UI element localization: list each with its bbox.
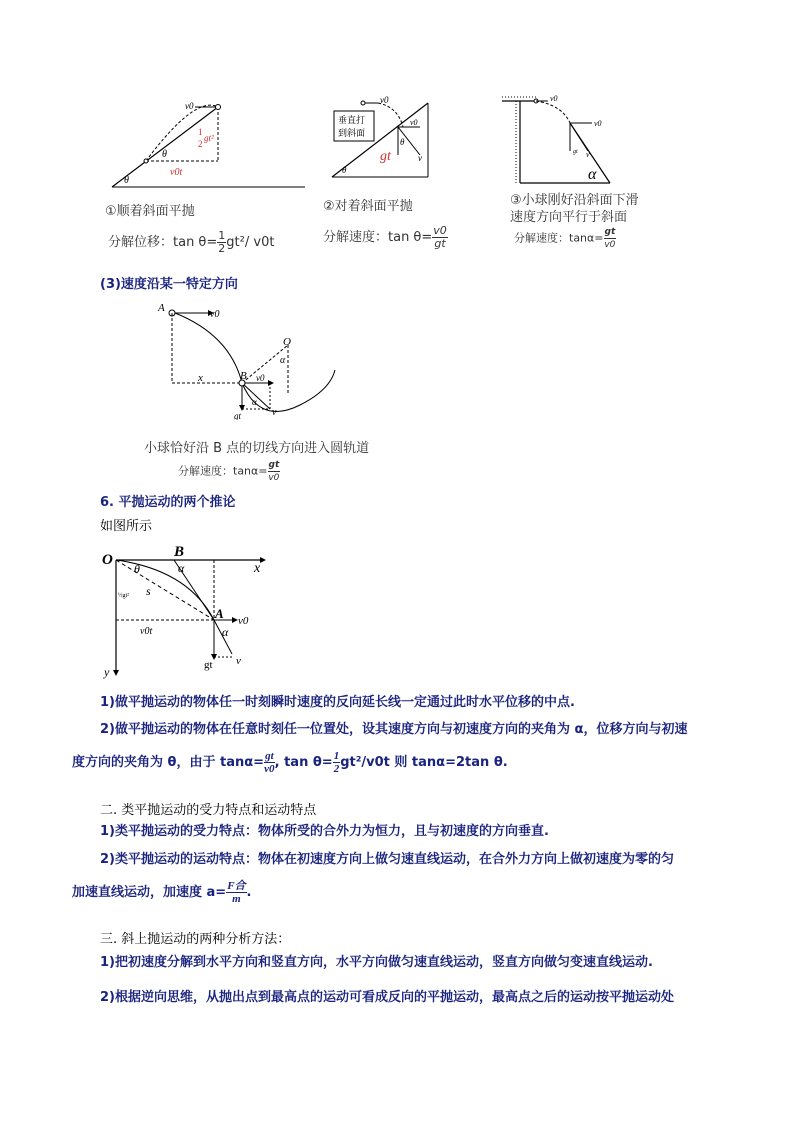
fig2-v0: v0 — [380, 95, 389, 105]
section-3-title: (3)速度沿某一特定方向 — [100, 277, 238, 292]
fig1-v0t: v0t — [170, 167, 183, 178]
fig5-alpha-bot: α — [222, 625, 229, 639]
figure-2 — [318, 95, 483, 260]
fig4-caption: 小球恰好沿 B 点的切线方向进入圆轨道 — [144, 441, 370, 456]
fig5-alpha-top: α — [178, 561, 185, 575]
fig3-gt: gt — [573, 149, 578, 155]
fig4-O: O — [283, 336, 291, 348]
fig4-alpha-top: α — [280, 355, 286, 366]
paragraph-5: 1)把初速度分解到水平方向和竖直方向，水平方向做匀速直线运动，竖直方向做匀变速直线运动. — [100, 955, 653, 970]
fig1-theta-lower: θ — [124, 175, 129, 186]
paragraph-6: 2)根据逆向思维，从抛出点到最高点的运动可看成反向的平抛运动，最高点之后的运动按平抛运动处 — [100, 990, 674, 1005]
fig2-v: v — [418, 153, 422, 163]
fig5-B: B — [174, 544, 185, 560]
fig3-formula: 分解速度：tanα= $\frac{gt}{v0}$ — [514, 227, 616, 250]
fig5-gt: gt — [204, 659, 213, 671]
fig2-caption: ②对着斜面平抛 — [323, 199, 413, 214]
fig4-x: x — [198, 372, 203, 384]
fig3-v0-top: v0 — [550, 94, 558, 103]
fig4-A: A — [158, 302, 165, 314]
fig5-y-axis-label: y — [104, 665, 110, 679]
fig5-v: v — [236, 655, 241, 667]
fig4-v: v — [272, 407, 277, 418]
fig1-half-top: 1 — [198, 127, 203, 137]
fig5-half-gt2: ½gt² — [118, 593, 129, 599]
figure-1 — [100, 95, 310, 255]
fig5-v0t: v0t — [140, 626, 153, 637]
fig5-x-axis-label: x — [254, 561, 261, 576]
paragraph-3: 1)类平抛运动的受力特点：物体所受的合外力为恒力，且与初速度的方向垂直. — [100, 824, 549, 839]
figure-3 — [500, 93, 690, 258]
fig4-v0-mid: v0 — [256, 373, 265, 383]
figure-4 — [140, 295, 380, 490]
fig1-caption: ①顺着斜面平抛 — [105, 204, 195, 219]
figure-3-diagram — [500, 93, 690, 188]
fig4-alpha-bot: α — [252, 397, 257, 407]
figure-2-diagram — [318, 95, 483, 185]
section-2-title: 二. 类平抛运动的受力特点和运动特点 — [100, 803, 317, 818]
fig1-theta-upper: θ — [162, 149, 167, 160]
fig4-gt: gt — [234, 411, 242, 420]
figure-4-diagram — [140, 295, 380, 420]
fig1-gt2: gt² — [204, 133, 214, 143]
fig4-v0-top: v0 — [210, 309, 220, 320]
paragraph-4-line-2: 加速直线运动，加速度 a= $\frac{\text{F合}}{m}$ . — [72, 880, 252, 905]
fig3-caption-2: 速度方向平行于斜面 — [510, 210, 628, 225]
paragraph-4-line-1: 2)类平抛运动的运动特点：物体在初速度方向上做匀速直线运动，在合外力方向上做初速度为零的匀 — [100, 852, 674, 867]
fig5-theta: θ — [134, 562, 140, 576]
paragraph-2-line-2: 度方向的夹角为 θ，由于 tanα= $\frac{gt}{v0}$ , tan θ= $\frac{1}{2}$ gt²/v0t 则 tanα=2tan θ. — [72, 750, 508, 775]
fig3-v: v — [586, 150, 590, 159]
fig5-s: s — [146, 584, 151, 598]
fig2-theta-upper: θ — [400, 137, 405, 147]
fig5-v0: v0 — [238, 615, 249, 627]
figure-5 — [98, 540, 278, 680]
section-6-intro: 如图所示 — [100, 519, 153, 534]
section-6-title: 6. 平抛运动的两个推论 — [100, 495, 236, 510]
section-3-analysis-title: 三. 斜上抛运动的两种分析方法： — [100, 932, 291, 947]
fig3-v0: v0 — [594, 119, 602, 128]
fig2-theta-lower: θ — [342, 165, 347, 175]
fig1-v0-label: v0 — [185, 101, 194, 111]
figure-5-diagram — [98, 540, 278, 680]
paragraph-2-line-1: 2)做平抛运动的物体在任意时刻任一位置处，设其速度方向与初速度方向的夹角为 α，位移方向与初速 — [100, 722, 688, 737]
fig3-caption-1: ③小球刚好沿斜面下滑 — [510, 193, 639, 208]
paragraph-1: 1)做平抛运动的物体任一时刻瞬时速度的反向延长线一定通过此时水平位移的中点. — [100, 695, 575, 710]
fig1-formula: 分解位移：tan θ= $\frac{1}{2}$ gt²/ v0t — [108, 229, 275, 255]
fig3-alpha: α — [588, 166, 597, 183]
fig2-formula: 分解速度：tan θ= $\frac{v0}{gt}$ — [323, 224, 447, 250]
fig5-O: O — [102, 552, 113, 568]
fig2-v0-small: v0 — [410, 118, 418, 127]
fig2-box-2: 到斜面 — [338, 128, 366, 138]
fig5-A: A — [215, 606, 224, 621]
fig2-box-1: 垂直打 — [338, 115, 366, 125]
fig2-gt: gt — [380, 149, 391, 164]
fig1-half-bot: 2 — [198, 139, 203, 149]
fig4-B: B — [240, 370, 247, 382]
fig4-formula: 分解速度：tanα= $\frac{gt}{v0}$ — [178, 460, 280, 483]
figure-1-diagram — [100, 95, 310, 195]
